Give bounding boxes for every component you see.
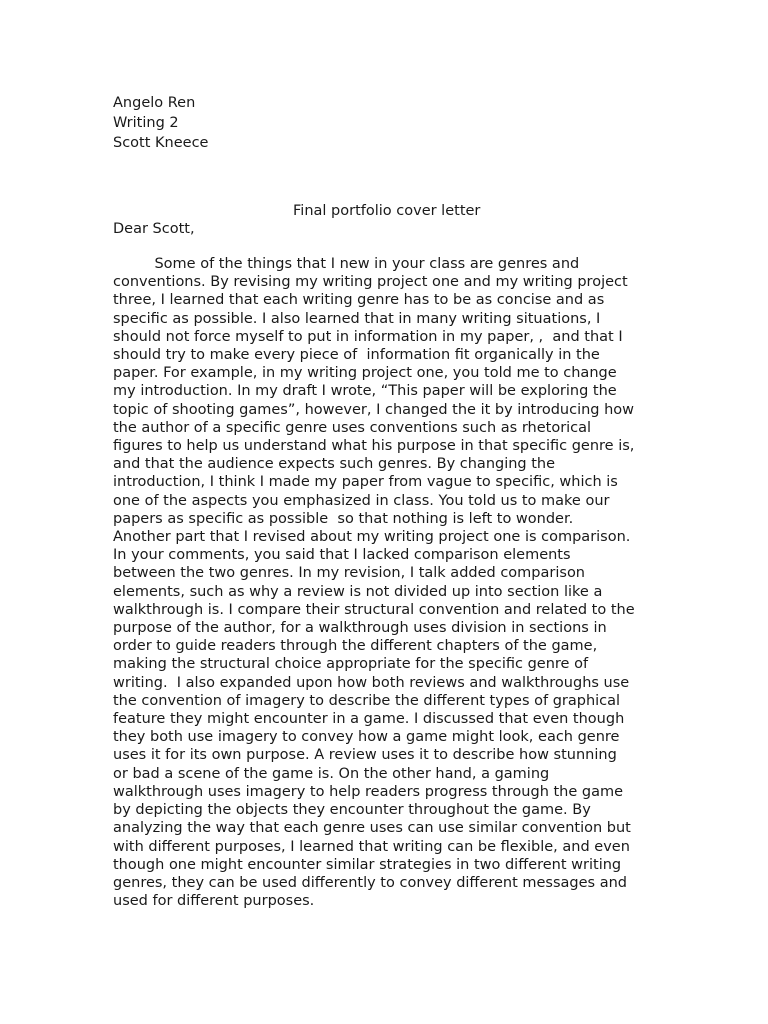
body-text-line: purpose of the author, for a walkthrough uses division in sections in: [113, 620, 607, 637]
body-text-line: walkthrough uses imagery to help readers progress through the game: [113, 783, 624, 800]
body-text-line: analyzing the way that each genre uses can use similar convention but: [113, 820, 631, 837]
body-text-line: topic of shooting games”, however, I changed the it by introducing how: [113, 401, 635, 418]
body-text-line: specific as possible. I also learned that in many writing situations, I: [113, 310, 601, 327]
body-text-line: though one might encounter similar strategies in two different writing: [113, 856, 622, 873]
body-text-line: genres, they can be used differently to convey different messages and: [113, 874, 627, 891]
course-name: Writing 2: [113, 115, 179, 131]
body-text-line: Some of the things that I new in your class are genres and: [113, 256, 580, 272]
author-name: Angelo Ren: [113, 95, 196, 111]
body-text-line: or bad a scene of the game is. On the other hand, a gaming: [113, 765, 550, 782]
body-text-line: my introduction. In my draft I wrote, “This paper will be exploring the: [113, 383, 617, 400]
body-text-line: between the two genres. In my revision, I talk added comparison: [113, 565, 586, 582]
body-text-line: In your comments, you said that I lacked comparison elements: [113, 547, 571, 564]
body-text-line: figures to help us understand what his purpose in that specific genre is,: [113, 438, 635, 455]
body-text-line: should not force myself to put in information in my paper, , and that I: [113, 328, 623, 345]
body-text-line: used for different purposes.: [113, 893, 315, 910]
letter-header: [113, 93, 208, 153]
body-text-line: they both use imagery to convey how a game might look, each genre: [113, 729, 620, 746]
body-text-line: the convention of imagery to describe the different types of graphical: [113, 692, 621, 709]
body-text-line: feature they might encounter in a game. I discussed that even though: [113, 711, 625, 728]
body-text-line: one of the aspects you emphasized in class. You told us to make our: [113, 492, 610, 509]
body-text-line: writing. I also expanded upon how both reviews and walkthroughs use: [113, 674, 630, 691]
body-text-line: and that the audience expects such genres. By changing the: [113, 456, 556, 473]
body-text-line: walkthrough is. I compare their structural convention and related to the: [113, 601, 635, 618]
body-text-line: elements, such as why a review is not divided up into section like a: [113, 583, 603, 600]
body-text-line: Another part that I revised about my writing project one is comparison.: [113, 529, 631, 546]
body-text-line: three, I learned that each writing genre has to be as concise and as: [113, 292, 605, 309]
letter-body: [113, 255, 635, 910]
body-text-line: making the structural choice appropriate for the specific genre of: [113, 656, 589, 673]
body-text-line: papers as specific as possible so that nothing is left to wonder.: [113, 510, 574, 527]
body-text-line: by depicting the objects they encounter throughout the game. By: [113, 802, 591, 819]
body-text-line: introduction, I think I made my paper from vague to specific, which is: [113, 474, 618, 491]
body-text-line: paper. For example, in my writing project one, you told me to change: [113, 365, 617, 382]
body-text-line: conventions. By revising my writing project one and my writing project: [113, 274, 628, 291]
body-text-line: should try to make every piece of information fit organically in the: [113, 347, 600, 364]
instructor-name: Scott Kneece: [113, 135, 209, 151]
salutation: Dear Scott,: [113, 221, 195, 237]
body-text-line: the author of a specific genre uses conventions such as rhetorical: [113, 419, 592, 436]
document-title: Final portfolio cover letter: [293, 203, 481, 219]
body-text-line: with different purposes, I learned that writing can be flexible, and even: [113, 838, 630, 855]
body-text-line: uses it for its own purpose. A review uses it to describe how stunning: [113, 747, 617, 764]
body-text-line: order to guide readers through the different chapters of the game,: [113, 638, 598, 655]
